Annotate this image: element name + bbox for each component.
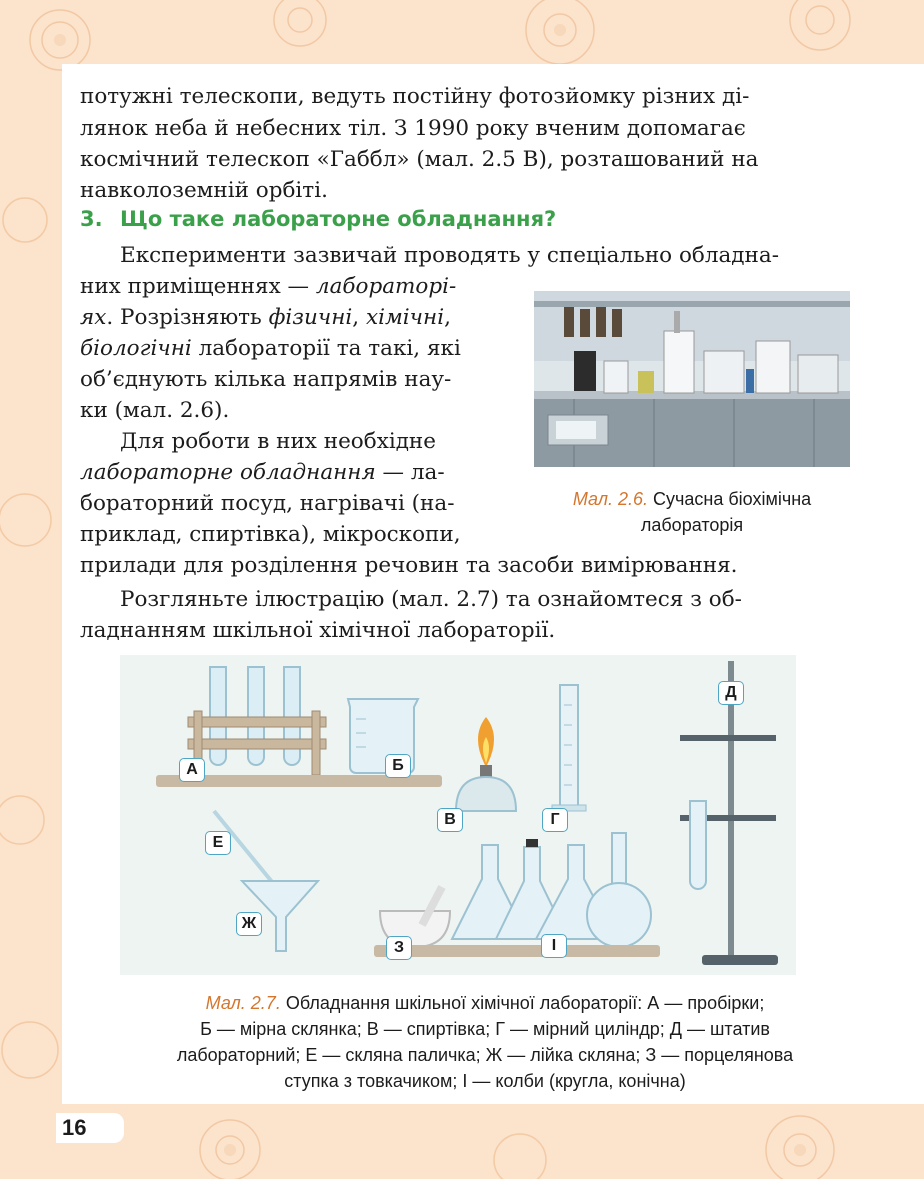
figure-caption (534, 486, 850, 512)
text-span: — ла- (375, 460, 445, 485)
paragraph-line (80, 302, 451, 333)
paragraph-line (80, 271, 456, 302)
paragraph-line (80, 457, 445, 488)
page-number: 16 (56, 1113, 124, 1143)
figure-ref: Мал. 2.7. (205, 993, 281, 1013)
label-z: З (386, 936, 412, 960)
biochemistry-lab-photo (534, 291, 850, 467)
figure-caption: Б — мірна склянка; В — спиртівка; Г — мірний циліндр; Д — штатив (200, 1019, 770, 1039)
italic-term: фізичні (268, 305, 353, 330)
text-span: , (444, 305, 451, 330)
italic-term: лабораторі- (315, 274, 457, 299)
paragraph-line: ки (мал. 2.6). (80, 398, 230, 423)
figure-caption: лабораторія (640, 515, 744, 535)
label-e: Е (205, 831, 231, 855)
caption-text: Сучасна біохімічна (648, 489, 812, 509)
section-title: Що таке лабораторне обладнання? (120, 207, 557, 231)
paragraph-line: навколоземній орбіті. (80, 178, 328, 203)
label-v: В (437, 808, 463, 832)
section-number: 3. (80, 207, 103, 231)
paragraph-line: лянок неба й небесних тіл. З 1990 року вченим допомагає (80, 116, 746, 141)
figure-caption: ступка з товкачиком; І — колби (кругла, конічна) (284, 1071, 686, 1091)
label-zh: Ж (236, 912, 262, 936)
paragraph-line: Для роботи в них необхідне (120, 429, 436, 454)
paragraph-line: Розгляньте ілюстрацію (мал. 2.7) та ознайомтеся з об- (120, 587, 742, 612)
italic-term: біологічні (80, 336, 192, 361)
label-a: А (179, 758, 205, 782)
label-b: Б (385, 754, 411, 778)
paragraph-line: бораторний посуд, нагрівачі (на- (80, 491, 455, 516)
figure-ref: Мал. 2.6. (572, 489, 648, 509)
paragraph-line: потужні телескопи, ведуть постійну фотозйомку різних ді- (80, 84, 750, 109)
paragraph-line: космічний телескоп «Габбл» (мал. 2.5 В), розташований на (80, 147, 759, 172)
caption-text: Обладнання шкільної хімічної лабораторії: А — пробірки; (280, 993, 765, 1013)
test-tubes (210, 667, 300, 765)
section-heading (80, 207, 556, 231)
text-span: лабораторії та такі, які (191, 336, 461, 361)
paragraph-line: ладнанням шкільної хімічної лабораторії. (80, 618, 556, 643)
paragraph-line: Експерименти зазвичай проводять у спеціально обладна- (120, 243, 779, 268)
label-d: Д (718, 681, 744, 705)
paragraph-line: приклад, спиртівка), мікроскопи, (80, 522, 461, 547)
text-span: них приміщеннях — (80, 274, 316, 299)
italic-term: лабораторне обладнання (80, 460, 376, 485)
paragraph-line: прилади для розділення речовин та засоби вимірювання. (80, 553, 738, 578)
italic-term: ях (80, 305, 107, 330)
text-span: , (352, 305, 366, 330)
italic-term: хімічні (365, 305, 445, 330)
label-g: Г (542, 808, 568, 832)
text-span: . Розрізняють (106, 305, 269, 330)
paragraph-line (80, 333, 461, 364)
label-i: І (541, 934, 567, 958)
figure-caption (70, 990, 900, 1016)
paragraph-line: об’єднують кілька напрямів нау- (80, 367, 452, 392)
figure-caption: лабораторний; Е — скляна паличка; Ж — лійка скляна; З — порцелянова (176, 1045, 794, 1065)
